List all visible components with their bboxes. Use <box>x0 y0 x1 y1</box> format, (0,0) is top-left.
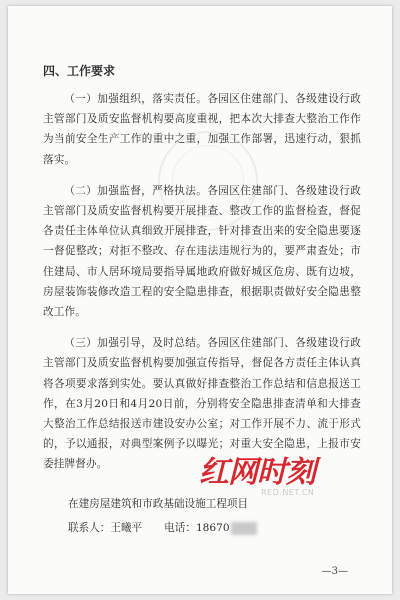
paragraph-3: （三）加强引导，及时总结。各园区住建部门、各级建设行政主管部门及质安监督机构要加强宣传指导，督促各方责任主体认真将各项要求落到实处。要认真做好排查整治工作总结和信息报送工作，在3月20日和4月20日前，分别将安全隐患排查清单和大排查大整治工作总结报送市建设安办公室；对工作开展不力、流于形式的，予以通报，对典型案例予以曝光；对重大安全隐患，上报市安委挂牌督办。 <box>43 337 361 471</box>
phone-number: 18670 <box>195 522 230 534</box>
document-page <box>8 6 392 594</box>
signature-org: 在建房屋建筑和市政基础设施工程项目 <box>68 498 249 510</box>
paragraph-2: （二）加强监督，严格执法。各园区住建部门、各级建设行政主管部门及质安监督机构要开展排查、整改工作的监督检查，督促各责任主体单位认真细致开展排查，针对排查出来的安全隐患要逐一督促整改；对拒不整改、存在违法违规行为的，要严肃查处；市住建局、市人居环境局要指导属地政府做好城区危房、既有边坡，房屋装饰装修改造工程的安全隐患排查，根据职责做好安全隐患整改工作。 <box>43 184 361 319</box>
rednet-watermark-logo <box>199 456 349 502</box>
watermark-sub-text: RED.NET.CN <box>261 488 315 497</box>
watermark-logo-text: 红网时刻 <box>199 455 315 490</box>
document-body <box>43 61 361 486</box>
contact-person: 联系人：王曦平 <box>68 522 143 534</box>
paragraph-1: （一）加强组织，落实责任。各园区住建部门、各级建设行政主管部门及质安监督机构要高度重视，把本次大排查大整治工作作为当前安全生产工作的重中之重，加强工作部署，迅速行动，狠抓落实。 <box>43 93 361 166</box>
section-heading: 四、工作要求 <box>43 64 116 78</box>
signature-contact <box>68 519 257 537</box>
redacted-phone-blur <box>231 522 257 535</box>
phone-label: 电话： <box>164 522 196 534</box>
page-number: —3— <box>321 566 348 577</box>
